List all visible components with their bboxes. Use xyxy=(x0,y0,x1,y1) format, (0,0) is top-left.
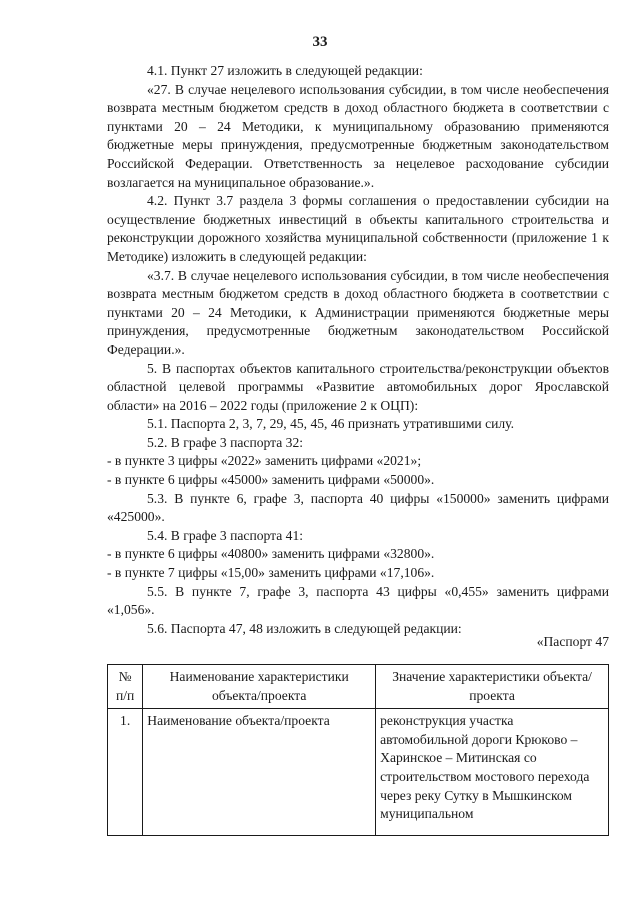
row-value-cell: реконструкция участка автомобильной дороги Крюково – Харинское – Митинская со строительством мостового перехода через реку Сутку в Мышкинском муниципальном xyxy=(376,709,609,836)
document-body xyxy=(107,62,609,638)
paragraph: 5. В паспортах объектов капитального строительства/реконструкции объектов областной целевой программы «Развитие автомобильных дорог Ярославской области» на 2016 – 2022 годы (приложение 2 к ОЦП): xyxy=(107,360,609,413)
paragraph: 5.4. В графе 3 паспорта 41: xyxy=(147,527,304,543)
paragraph: 5.5. В пункте 7, графе 3, паспорта 43 цифры «0,455» заменить цифрами «1,056». xyxy=(107,583,609,618)
table-row xyxy=(108,709,609,836)
page-number: 33 xyxy=(312,34,328,50)
paragraph: 4.2. Пункт 3.7 раздела 3 формы соглашения о предоставлении субсидии на осуществление бюджетных инвестиций в объекты капитального строительства и реконструкции дорожного хозяйства муниципальной собственности (приложение 1 к Методике) изложить в следующей редакции: xyxy=(107,193,609,264)
paragraph: 5.2. В графе 3 паспорта 32: xyxy=(147,434,304,450)
header-cell-number: № п/п xyxy=(108,665,143,709)
paragraph: 5.6. Паспорта 47, 48 изложить в следующей редакции: xyxy=(147,620,462,636)
passport-caption: «Паспорт 47 xyxy=(536,634,609,649)
passport-table xyxy=(107,664,609,836)
row-number-cell: 1. xyxy=(108,709,143,836)
paragraph: 5.3. В пункте 6, графе 3, паспорта 40 цифры «150000» заменить цифрами «425000». xyxy=(107,490,609,525)
paragraph: «3.7. В случае нецелевого использования субсидии, в том числе необеспечения возврата местным бюджетом средств в доход областного бюджета в соответствии с пунктами 20 – 24 Методики, к Администрации применяются бюджетные меры принуждения, предусмотренные бюджетным законодательством Российской Федерации.». xyxy=(107,267,609,357)
header-cell-name: Наименование характеристики объекта/проекта xyxy=(143,665,376,709)
header-cell-value: Значение характеристики объекта/проекта xyxy=(376,665,609,709)
list-item: - в пункте 3 цифры «2022» заменить цифрами «2021»; xyxy=(107,453,422,469)
paragraph: «27. В случае нецелевого использования субсидии, в том числе необеспечения возврата местным бюджетом средств в доход областного бюджета в соответствии с пунктами 20 – 24 Методики, к муниципальному образованию применяются бюджетные меры принуждения, предусмотренные бюджетным законодательством Российской Федерации. Ответственность за нецелевое расходование субсидии возлагается на муниципальное образование.». xyxy=(107,81,609,190)
row-name-cell: Наименование объекта/проекта xyxy=(143,709,376,836)
list-item: - в пункте 6 цифры «45000» заменить цифрами «50000». xyxy=(107,472,435,488)
list-item: - в пункте 6 цифры «40800» заменить цифрами «32800». xyxy=(107,546,435,562)
paragraph: 5.1. Паспорта 2, 3, 7, 29, 45, 45, 46 признать утратившими силу. xyxy=(147,416,515,432)
table-header-row xyxy=(108,665,609,709)
list-item: - в пункте 7 цифры «15,00» заменить цифрами «17,106». xyxy=(107,565,435,581)
paragraph: 4.1. Пункт 27 изложить в следующей редакции: xyxy=(147,63,423,78)
